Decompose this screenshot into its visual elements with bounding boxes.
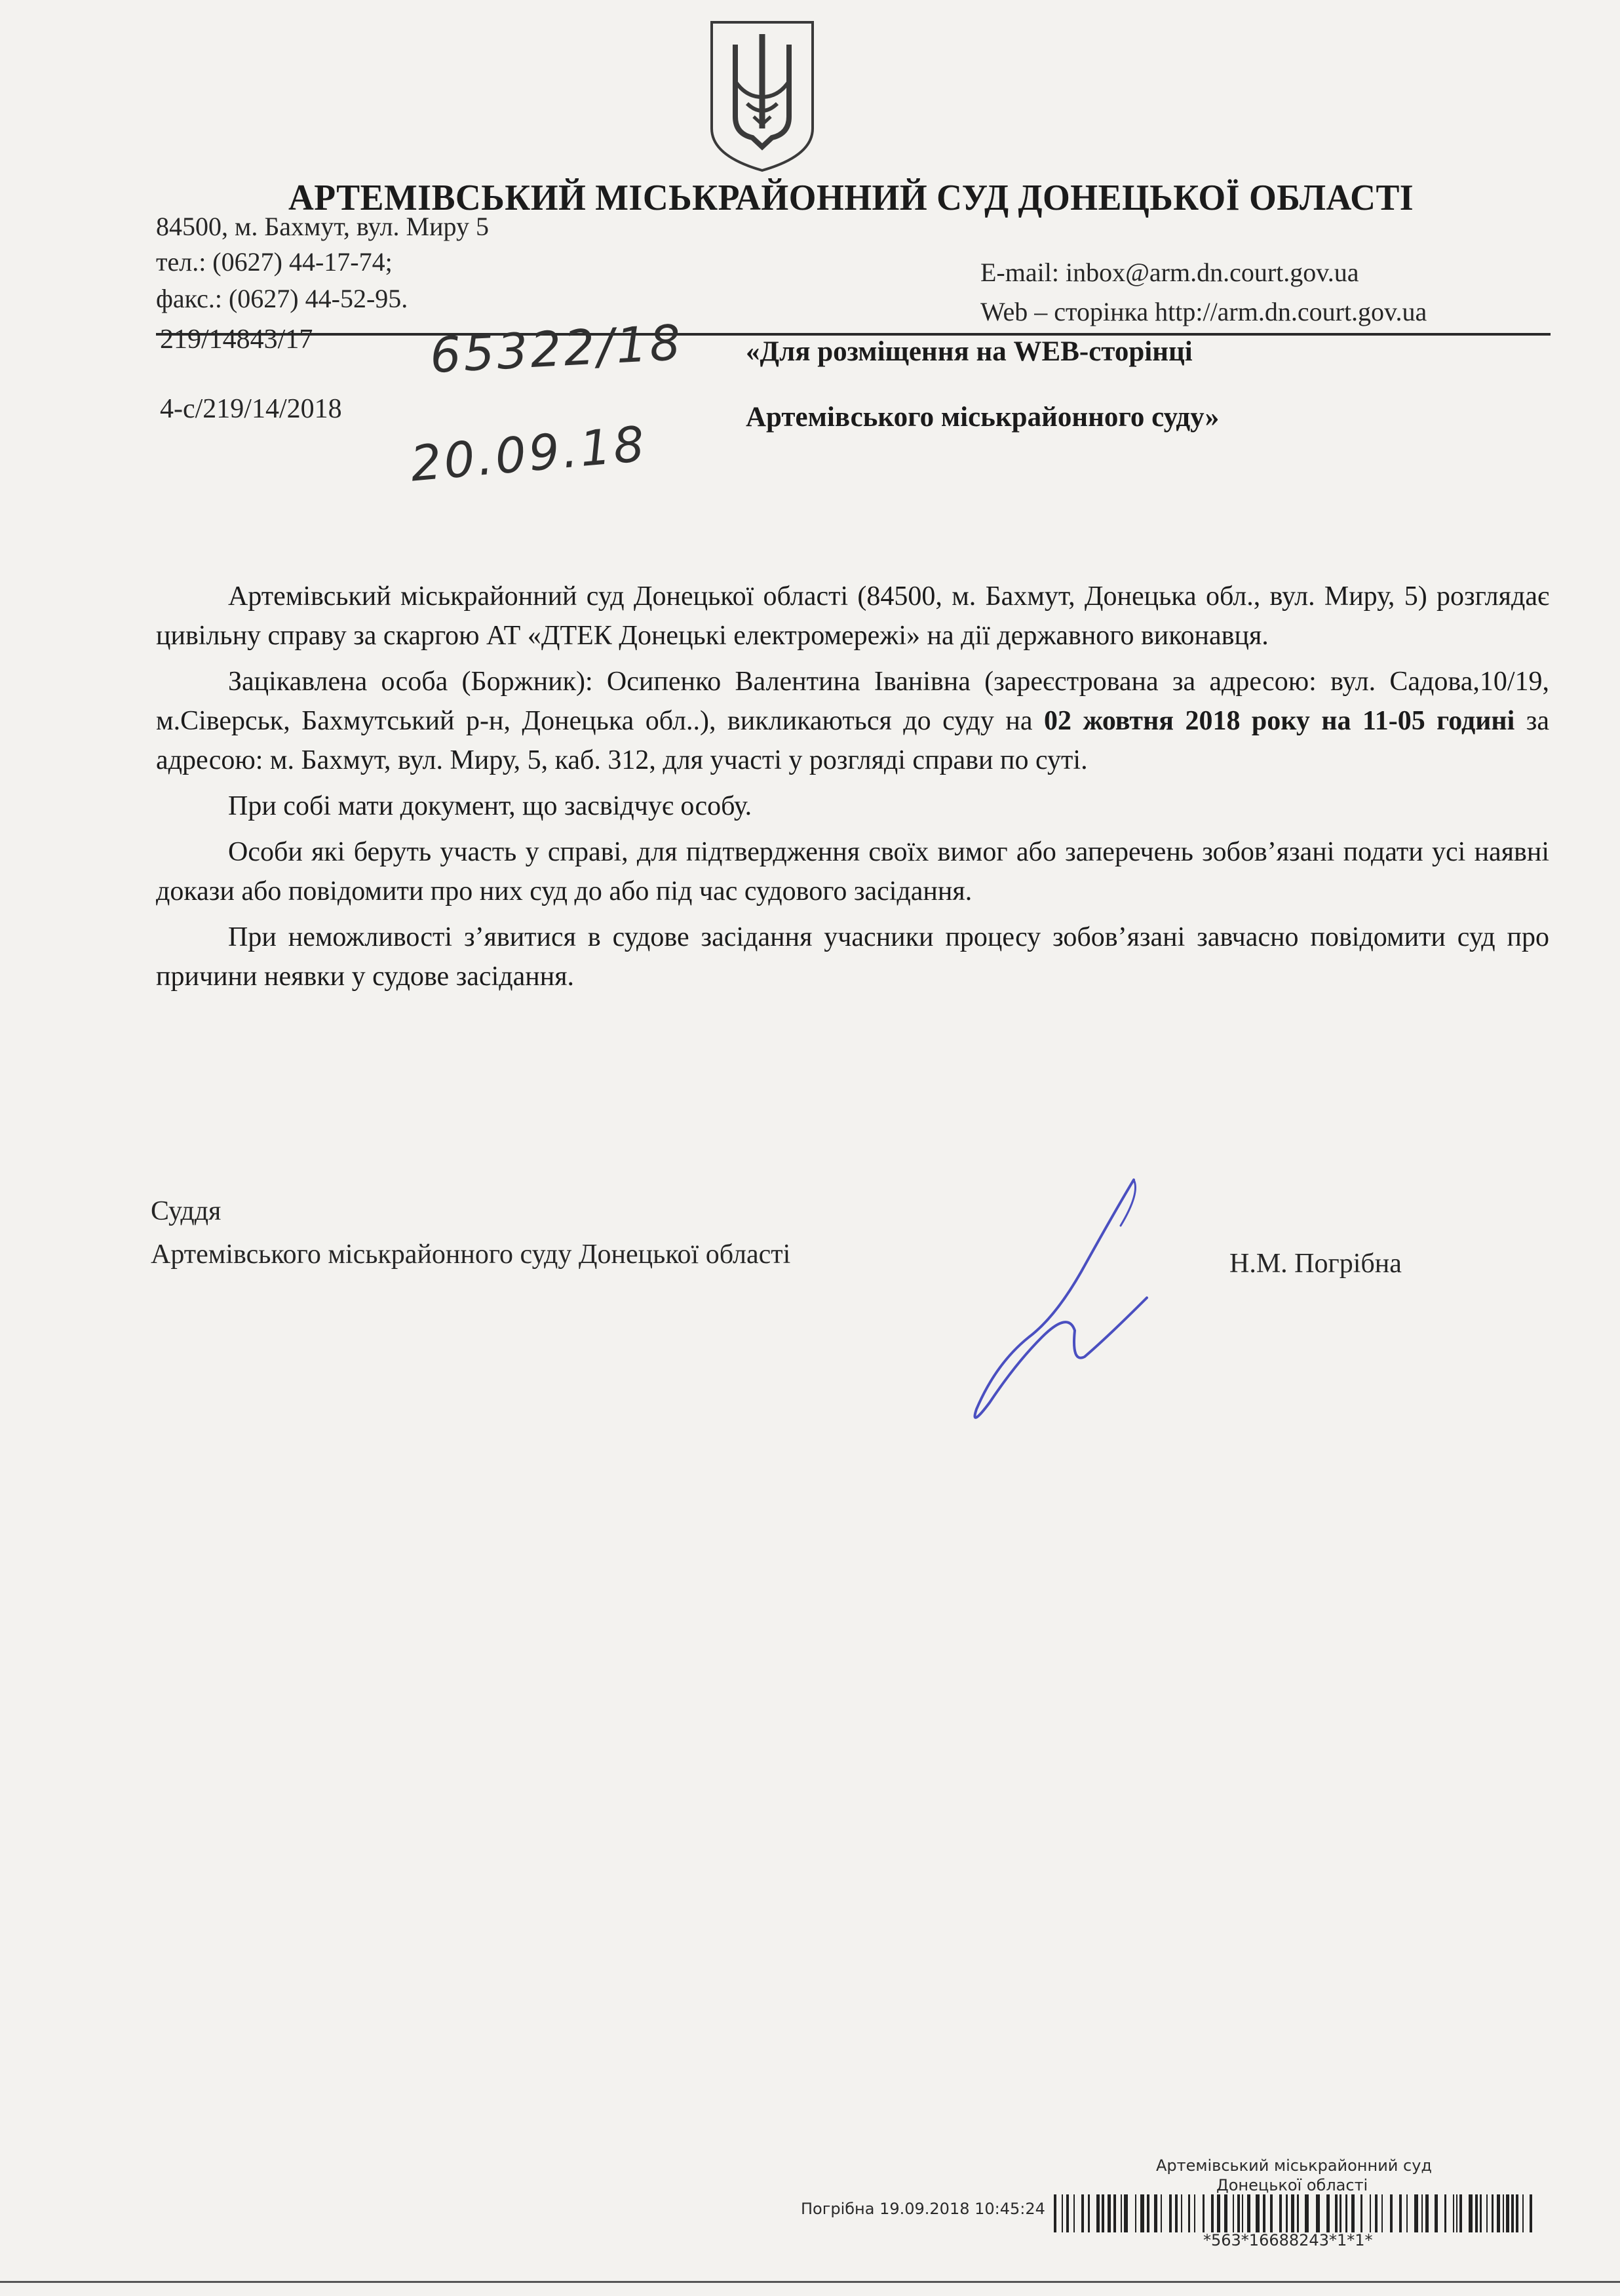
barcode-bar <box>1414 2194 1418 2232</box>
barcode-bar <box>1124 2194 1128 2232</box>
barcode-bar <box>1390 2194 1393 2232</box>
body-paragraph: Особи які беруть участь у справі, для підтвердження своїх вимог або заперечень зобов’язані подати усі наявні докази або повідомити про них суд до або під час судового засідання. <box>156 837 1549 906</box>
barcode-bar <box>1088 2194 1090 2232</box>
barcode-bar <box>1286 2194 1288 2232</box>
barcode-bar <box>1203 2194 1205 2232</box>
letter-body <box>156 577 1549 1003</box>
barcode-bar <box>1399 2194 1402 2232</box>
barcode-bar <box>1270 2194 1273 2232</box>
barcode-bar <box>1453 2194 1454 2232</box>
judge-court: Артемівського міськрайонного суду Донецької області <box>151 1239 791 1270</box>
page-bottom-edge <box>0 2281 1620 2283</box>
barcode-bar <box>1381 2194 1383 2232</box>
barcode-bar <box>1475 2194 1478 2232</box>
court-email: E-mail: inbox@arm.dn.court.gov.ua <box>980 258 1359 287</box>
court-phone: тел.: (0627) 44-17-74; <box>156 247 393 277</box>
barcode-bar <box>1506 2194 1509 2232</box>
coat-of-arms-icon <box>706 18 818 174</box>
barcode-text: *563*16688243*1*1* <box>1203 2231 1373 2249</box>
body-paragraph: При неможливості з’явитися в судове засідання учасники процесу зобов’язані завчасно повідомити суд про причини неявки у судове засідання. <box>156 922 1549 992</box>
barcode-bar <box>1102 2194 1104 2232</box>
barcode-bar <box>1169 2194 1172 2232</box>
placement-note-line2: Артемівського міськрайонного суду» <box>746 402 1220 433</box>
document-barcode <box>1054 2194 1539 2232</box>
barcode-bar <box>1305 2194 1309 2232</box>
court-name-heading: АРТЕМІВСЬКИЙ МІСЬКРАЙОННИЙ СУД ДОНЕЦЬКОЇ ОБЛАСТІ <box>288 178 1414 218</box>
barcode-bar <box>1147 2194 1149 2232</box>
barcode-bar <box>1096 2194 1100 2232</box>
barcode-bar <box>1522 2194 1524 2232</box>
barcode-bar <box>1161 2194 1162 2232</box>
barcode-bar <box>1297 2194 1299 2232</box>
barcode-bar <box>1444 2194 1446 2232</box>
barcode-bar <box>1497 2194 1500 2232</box>
barcode-bar <box>1370 2194 1371 2232</box>
barcode-bar <box>1121 2194 1122 2232</box>
barcode-bar <box>1073 2194 1075 2232</box>
body-paragraph: При собі мати документ, що засвідчує особу. <box>228 791 752 821</box>
barcode-bar <box>1256 2194 1260 2232</box>
stamp-signer-timestamp: Погрібна 19.09.2018 10:45:24 <box>801 2200 1045 2218</box>
barcode-bar <box>1425 2194 1429 2232</box>
barcode-bar <box>1316 2194 1320 2232</box>
barcode-bar <box>1233 2194 1234 2232</box>
barcode-bar <box>1154 2194 1157 2232</box>
barcode-bar <box>1113 2194 1116 2232</box>
barcode-bar <box>1360 2194 1362 2232</box>
barcode-bar <box>1503 2194 1504 2232</box>
barcode-bar <box>1108 2194 1111 2232</box>
barcode-bar <box>1486 2194 1488 2232</box>
barcode-bar <box>1421 2194 1423 2232</box>
court-website: Web – сторінка http://arm.dn.court.gov.ua <box>980 297 1427 326</box>
stamp-organization-line2: Донецької області <box>1216 2176 1368 2194</box>
barcode-bar <box>1181 2194 1182 2232</box>
barcode-bar <box>1194 2194 1195 2232</box>
barcode-bar <box>1345 2194 1347 2232</box>
barcode-bar <box>1456 2194 1457 2232</box>
barcode-bar <box>1530 2194 1532 2232</box>
barcode-bar <box>1175 2194 1178 2232</box>
barcode-bar <box>1135 2194 1136 2232</box>
barcode-bar <box>1224 2194 1227 2232</box>
barcode-bar <box>1217 2194 1220 2232</box>
placement-note-line1: «Для розміщення на WEB-сторінці <box>746 336 1193 367</box>
barcode-bar <box>1211 2194 1214 2232</box>
barcode-bar <box>1188 2194 1190 2232</box>
court-fax: факс.: (0627) 44-52-95. <box>156 284 408 313</box>
barcode-bar <box>1081 2194 1084 2232</box>
barcode-bar <box>1435 2194 1438 2232</box>
body-paragraph <box>156 662 1549 780</box>
barcode-bar <box>1263 2194 1265 2232</box>
barcode-bar <box>1469 2194 1473 2232</box>
barcode-bar <box>1459 2194 1462 2232</box>
body-paragraph: Артемівський міськрайонний суд Донецької області (84500, м. Бахмут, Донецька обл., вул. Миру, 5) розглядає цивільну справу за скаргою АТ «ДТЕК Донецькі електромережі» на дії державного виконавця. <box>156 581 1549 651</box>
barcode-bar <box>1054 2194 1056 2232</box>
barcode-bar <box>1480 2194 1482 2232</box>
barcode-bar <box>1237 2194 1240 2232</box>
body-text-span: Зацікавлена особа (Боржник): Осипенко Валентина Іванівна (зареєстрована за адресою: вул. Садова,10/19, м.Сіверськ, Бахмутський р-н, Донецька обл..), викликаються до суду на <box>156 667 1549 736</box>
barcode-bar <box>1351 2194 1355 2232</box>
barcode-bar <box>1516 2194 1518 2232</box>
barcode-bar <box>1291 2194 1294 2232</box>
judge-name: Н.М. Погрібна <box>1229 1249 1402 1279</box>
barcode-bar <box>1066 2194 1069 2232</box>
barcode-bar <box>1406 2194 1408 2232</box>
barcode-bar <box>1326 2194 1330 2232</box>
handwritten-signature <box>950 1173 1160 1422</box>
case-number: 219/14843/17 <box>160 324 313 355</box>
judge-title: Суддя <box>151 1196 222 1226</box>
barcode-bar <box>1140 2194 1144 2232</box>
barcode-bar <box>1340 2194 1341 2232</box>
barcode-bar <box>1247 2194 1250 2232</box>
hearing-date-time: 02 жовтня 2018 року на 11-05 годині <box>1043 706 1515 736</box>
court-address: 84500, м. Бахмут, вул. Миру 5 <box>156 212 489 241</box>
barcode-bar <box>1242 2194 1243 2232</box>
barcode-bar <box>1511 2194 1514 2232</box>
barcode-bar <box>1335 2194 1338 2232</box>
body-text-span: за адресою: м. Бахмут, вул. Миру, 5, каб. 312, для участі у розгляді справи по суті. <box>156 706 1549 775</box>
barcode-bar <box>1492 2194 1494 2232</box>
barcode-bar <box>1279 2194 1282 2232</box>
handwritten-date: 20.09.18 <box>408 416 649 493</box>
barcode-bar <box>1062 2194 1063 2232</box>
proceeding-number: 4-с/219/14/2018 <box>160 394 342 424</box>
stamp-organization-line1: Артемівський міськрайонний суд <box>1156 2156 1433 2175</box>
barcode-bar <box>1375 2194 1378 2232</box>
handwritten-registration-number: 65322/18 <box>429 314 685 385</box>
